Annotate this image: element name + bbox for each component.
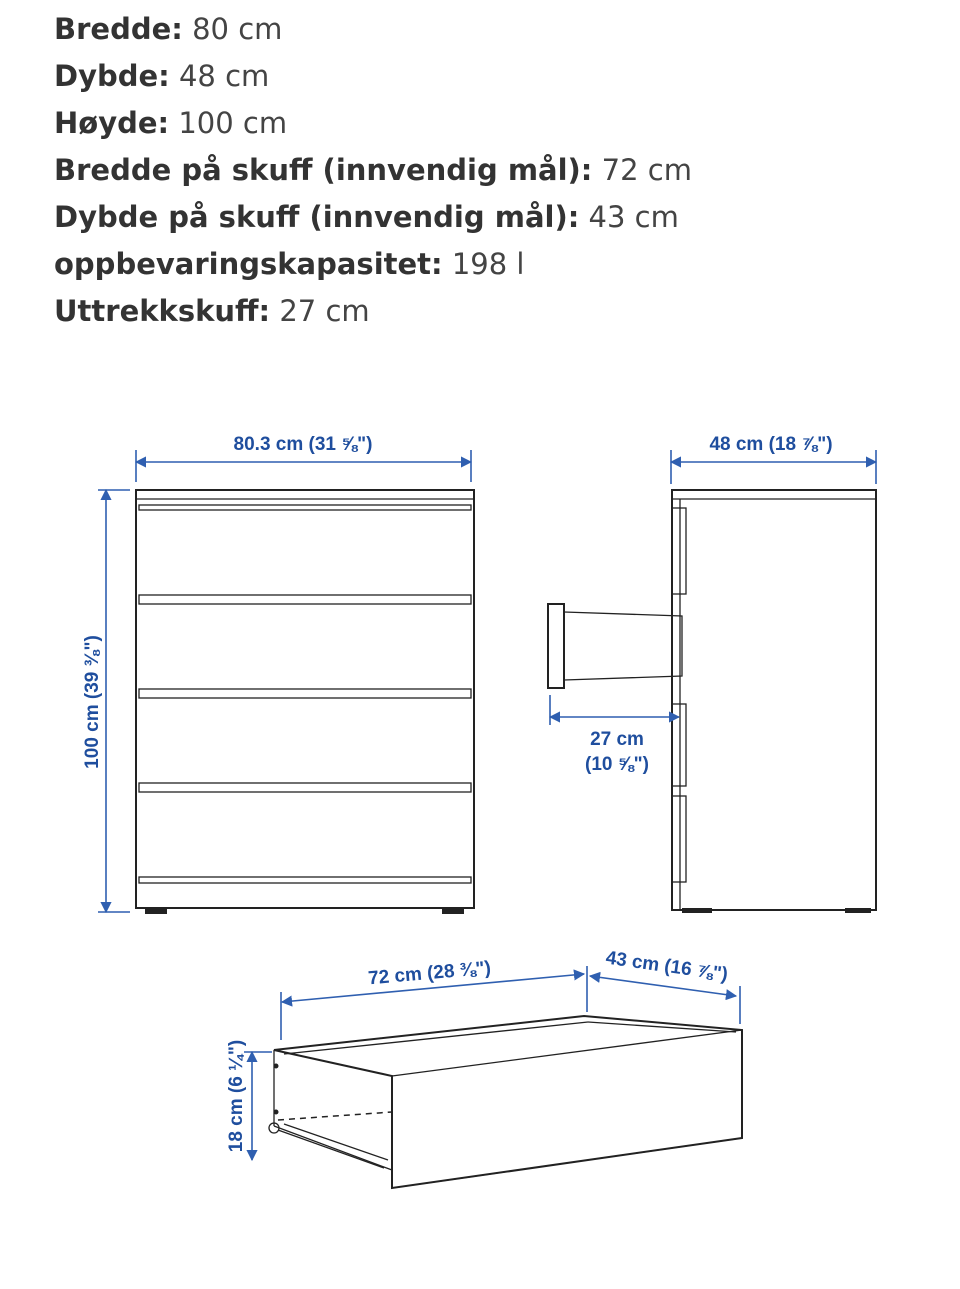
front-width-label: 80.3 cm (31 ⅝")	[233, 434, 373, 455]
front-height-label: 100 cm (39 ⅜")	[82, 635, 103, 769]
drawer-runner	[278, 1130, 384, 1168]
drawer-view	[226, 948, 742, 1188]
spec-value: 48 cm	[178, 59, 270, 93]
spec-value: 80 cm	[192, 12, 283, 46]
side-depth-label: 48 cm (18 ⅞")	[709, 434, 833, 455]
pulled-drawer-box	[564, 612, 682, 680]
spec-value: 27 cm	[279, 294, 370, 328]
foot	[682, 908, 712, 913]
spec-label: Dybde på skuff (innvendig mål):	[54, 200, 580, 234]
dresser-side-outline	[672, 490, 876, 910]
drawer-gap	[139, 783, 471, 792]
foot	[145, 908, 167, 914]
spec-value: 43 cm	[588, 200, 679, 234]
spec-value: 198 l	[451, 247, 525, 281]
screw	[274, 1110, 279, 1115]
spec-label: oppbevaringskapasitet:	[54, 247, 443, 281]
screw	[274, 1064, 279, 1069]
spec-label: Dybde:	[54, 59, 170, 93]
spec-label: Uttrekkskuff:	[54, 294, 271, 328]
drawer-gap	[139, 877, 471, 883]
drawer-gap	[139, 595, 471, 604]
pullout-in-label: (10 ⅝")	[585, 754, 649, 775]
drawer-front-profile	[672, 508, 686, 594]
drawer-gap	[139, 505, 471, 510]
spec-label: Høyde:	[54, 106, 170, 140]
spec-value: 72 cm	[601, 153, 692, 187]
dresser-front-outline	[136, 490, 474, 908]
drawer-gap	[139, 689, 471, 698]
drawer-bottom-hidden-line	[278, 1112, 392, 1120]
drawer-depth-label: 43 cm (16 ⅞")	[604, 947, 730, 986]
spec-label: Bredde:	[54, 12, 183, 46]
foot	[442, 908, 464, 914]
drawer-runner	[284, 1124, 388, 1160]
front-view	[82, 434, 474, 914]
drawer-front-profile	[672, 796, 686, 882]
drawer-inner-back-edge	[284, 1022, 588, 1054]
drawer-bottom-edge	[274, 1126, 392, 1170]
drawer-outline	[274, 1016, 742, 1188]
drawer-width-label: 72 cm (28 ⅜")	[367, 957, 492, 990]
side-view	[548, 434, 876, 913]
spec-label: Bredde på skuff (innvendig mål):	[54, 153, 593, 187]
pullout-cm-label: 27 cm	[590, 729, 644, 750]
drawer-front-panel	[392, 1030, 742, 1188]
foot	[845, 908, 871, 913]
spec-value: 100 cm	[178, 106, 288, 140]
pulled-drawer-front	[548, 604, 564, 688]
drawer-height-label: 18 cm (6 ¼")	[226, 1039, 247, 1153]
